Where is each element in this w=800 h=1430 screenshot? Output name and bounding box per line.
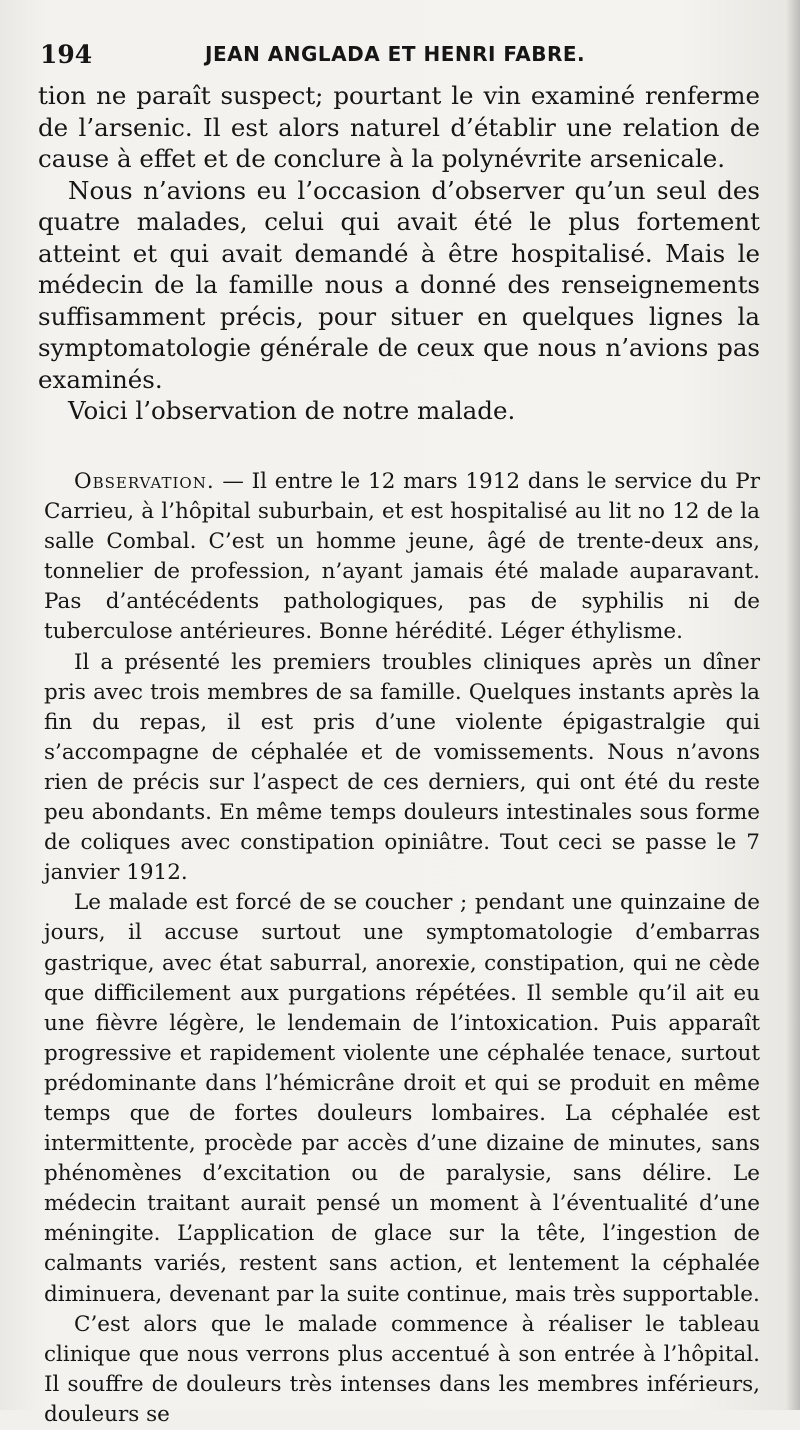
paragraph: Nous n’avions eu l’occasion d’observer qu’un seul des quatre malades, celui qui avait été le plus fortement atteint et qui avait demandé à être hospitalisé. Mais le médecin de la famille nous a donné des renseignements suffisamment précis, pour situer en quelques lignes la symptomatologie générale de ceux que nous n’avions pas examinés. [38,175,760,394]
paragraph: Voici l’observation de notre malade. [68,396,516,425]
page-edge-shadow [786,0,800,1410]
paragraph: Il a présenté les premiers troubles cliniques après un dîner pris avec trois membres de sa famille. Quelques instants après la fin du repas, il est pris d’une violente épigastralgie qui s’accompagne de céphalée et de vomissements. Nous n’avons rien de précis sur l’aspect de ces derniers, qui ont été du reste peu abondants. En même temps douleurs intestinales sous forme de coliques avec constipation opiniâtre. Tout ceci se passe le 7 janvier 1912. [44,649,760,886]
page-number: 194 [40,40,93,69]
observation-text: — Il entre le 12 mars 1912 dans le service du Pr Carrieu, à l’hôpital suburbain, et est hospitalisé au lit no 12 de la salle Combal. C’est un homme jeune, âgé de trente-deux ans, tonnelier de profession, n’ayant jamais été malade auparavant. Pas d’antécédents pathologiques, pas de syphilis ni de tuberculose antérieures. Bonne hérédité. Léger éthylisme. [44,469,760,645]
paragraph: C’est alors que le malade commence à réaliser le tableau clinique que nous verrons plus accentué à son entrée à l’hôpital. Il souffre de douleurs très intenses dans les membres inférieurs, douleurs se [44,1311,760,1427]
paragraph: Le malade est forcé de se coucher ; pendant une quinzaine de jours, il accuse surtout une symptomatologie d’embarras gastrique, avec état saburral, anorexie, constipation, qui ne cède que difficilement aux purgations répétées. Il semble qu’il ait eu une fièvre légère, le lendemain de l’intoxication. Puis apparaît progressive et rapidement violente une céphalée tenace, surtout prédominante dans l’hémicrâne droit et qui se produit en même temps que de fortes douleurs lombaires. La céphalée est intermittente, procède par accès d’une dizaine de minutes, sans phénomènes d’excitation ou de paralysie, sans délire. Le médecin traitant aurait pensé un moment à l’éventualité d’une méningite. L’application de glace sur la tête, l’ingestion de calmants variés, restent sans action, et lentement la céphalée diminuera, devenant par la suite continue, mais très supportable. [44,890,760,1307]
observation-first-paragraph [44,467,760,648]
intro-text [38,80,760,427]
paragraph: tion ne paraît suspect; pourtant le vin examiné renferme de l’arsenic. Il est alors naturel d’établir une relation de cause à effet et de conclure à la polynévrite arsenicale. [38,81,760,173]
observation-label: Observation. [74,469,215,494]
observation-section [44,467,760,1430]
page-header [40,36,760,70]
running-title: JEAN ANGLADA ET HENRI FABRE. [205,42,586,66]
